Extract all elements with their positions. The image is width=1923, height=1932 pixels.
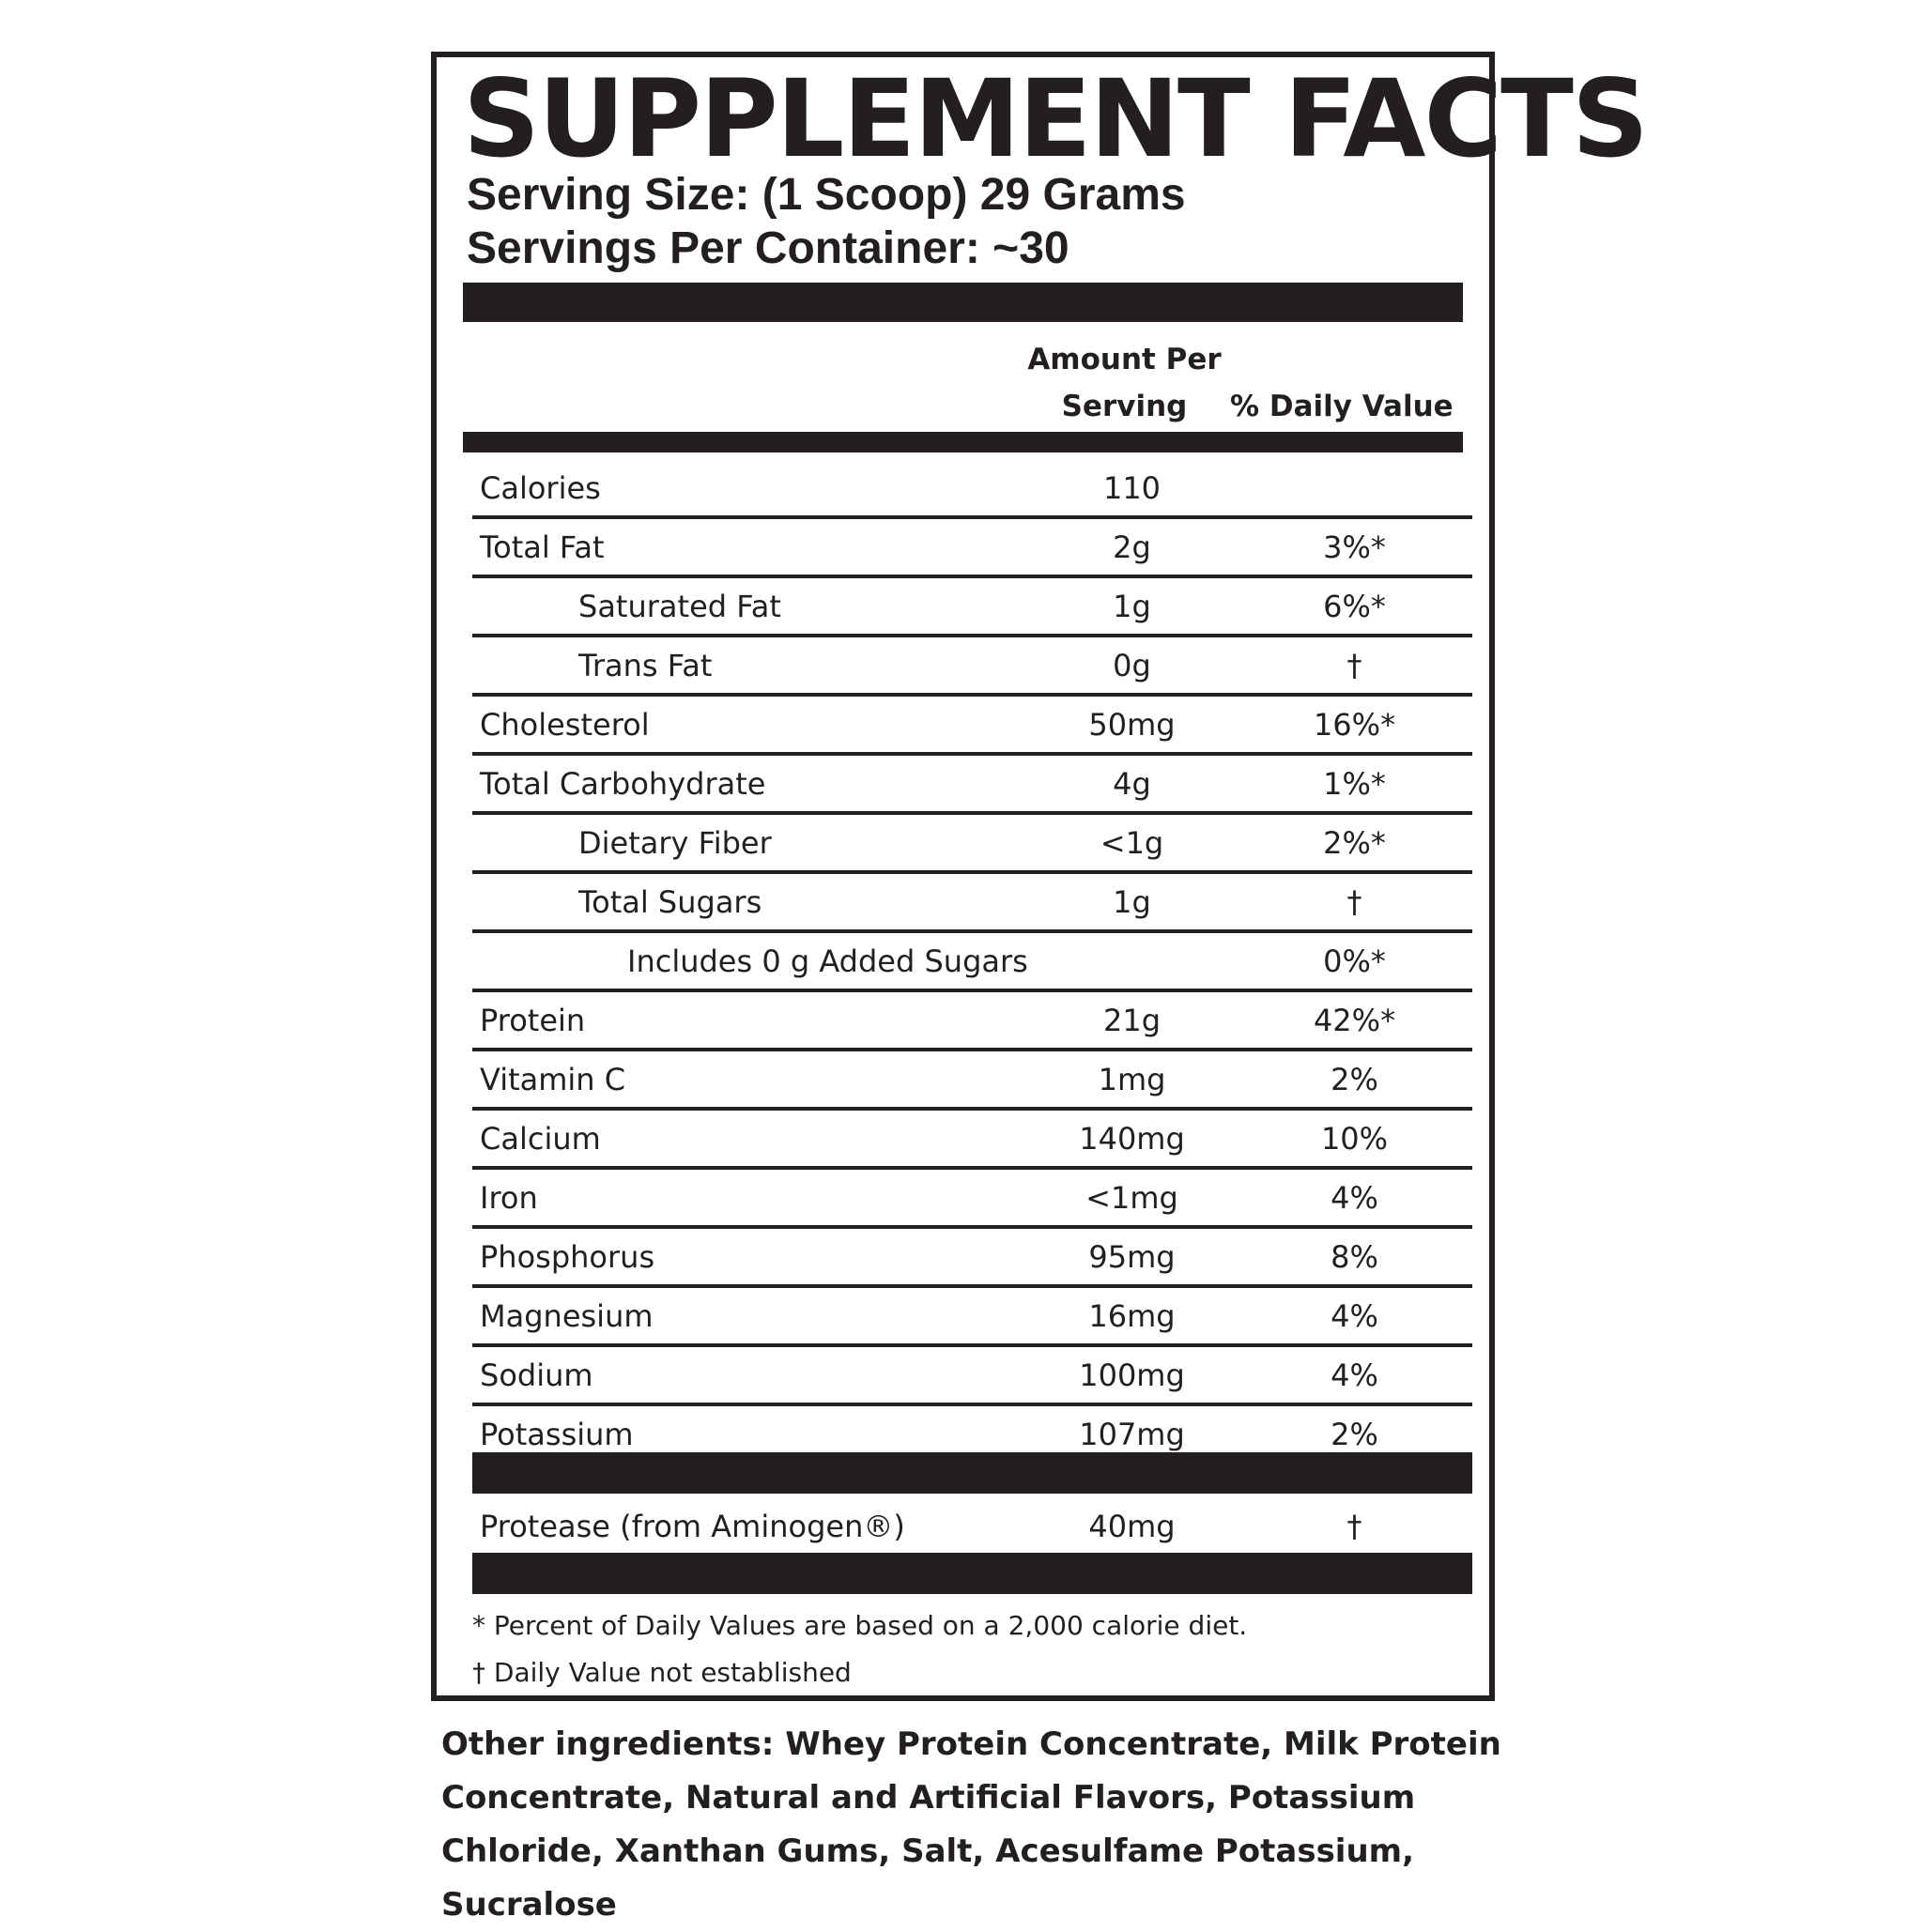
nutrient-amount: 1g (1113, 589, 1151, 624)
nutrient-name: Calcium (480, 1121, 601, 1157)
nutrient-name: Cholesterol (480, 707, 650, 743)
table-row (472, 815, 1472, 874)
nutrient-name: Sodium (480, 1357, 593, 1393)
table-row (472, 637, 1472, 697)
nutrient-name: Saturated Fat (578, 589, 781, 624)
nutrient-amount: 110 (1102, 470, 1161, 506)
table-row (472, 992, 1472, 1051)
thick-divider-header (463, 432, 1463, 452)
table-row (472, 1229, 1472, 1288)
nutrient-amount: 140mg (1079, 1121, 1185, 1157)
table-row (472, 519, 1472, 578)
nutrient-daily-value: 3%* (1323, 529, 1386, 565)
nutrient-daily-value: † (1346, 648, 1362, 683)
nutrient-name: Includes 0 g Added Sugars (627, 943, 1028, 979)
nutrient-daily-value: 0%* (1323, 943, 1386, 979)
nutrient-name: Magnesium (480, 1298, 654, 1334)
nutrient-name: Vitamin C (480, 1062, 626, 1097)
nutrient-name: Iron (480, 1180, 538, 1216)
nutrient-amount: <1g (1100, 825, 1164, 861)
table-row (472, 933, 1472, 992)
nutrient-daily-value: 4% (1331, 1357, 1378, 1393)
nutrient-amount: 50mg (1088, 707, 1176, 743)
table-row (472, 1347, 1472, 1406)
table-row (472, 460, 1472, 519)
table-row (472, 756, 1472, 815)
nutrient-name: Potassium (480, 1417, 634, 1452)
other-ingredients: Other ingredients: Whey Protein Concentrate, Milk Protein Concentrate, Natural and Artificial Flavors, Potassium Chloride, Xanthan Gums, Salt, Acesulfame Potassium, Sucralose (441, 1725, 1501, 1924)
table-row (472, 1288, 1472, 1347)
table-row (472, 1170, 1472, 1229)
nutrient-amount: 16mg (1088, 1298, 1176, 1334)
nutrient-amount: 2g (1113, 529, 1151, 565)
nutrient-name: Dietary Fiber (578, 825, 772, 861)
thick-divider-top (463, 283, 1463, 322)
nutrient-daily-value: 6%* (1323, 589, 1386, 624)
nutrient-amount: 1g (1113, 884, 1151, 920)
amount-per-header-line2: Serving (1061, 390, 1188, 423)
nutrient-name: Calories (480, 470, 601, 506)
nutrient-daily-value: 10% (1320, 1121, 1389, 1157)
footnote-dagger: † Daily Value not established (472, 1657, 852, 1688)
footnote-percent: * Percent of Daily Values are based on a 2,000 calorie diet. (472, 1610, 1248, 1641)
nutrient-name: Total Sugars (578, 884, 762, 920)
protease-daily-value: † (1346, 1509, 1362, 1544)
nutrient-table (472, 460, 1472, 1465)
nutrient-amount: <1mg (1085, 1180, 1178, 1216)
nutrient-daily-value: 1%* (1323, 766, 1386, 802)
table-row (472, 874, 1472, 933)
nutrient-amount: 21g (1102, 1003, 1161, 1038)
table-row (472, 1051, 1472, 1111)
servings-per-container: Servings Per Container: ~30 (467, 223, 1069, 273)
nutrient-daily-value: 2%* (1323, 825, 1386, 861)
table-row (472, 697, 1472, 756)
nutrient-amount: 1mg (1098, 1062, 1166, 1097)
nutrient-daily-value: † (1346, 884, 1362, 920)
panel-title: SUPPLEMENT FACTS (463, 56, 1648, 181)
nutrient-daily-value: 4% (1331, 1298, 1378, 1334)
serving-size: Serving Size: (1 Scoop) 29 Grams (467, 170, 1186, 220)
table-row (472, 578, 1472, 637)
nutrient-amount: 107mg (1079, 1417, 1185, 1452)
amount-per-header-line1: Amount Per (1027, 343, 1222, 376)
nutrient-amount: 4g (1113, 766, 1151, 802)
nutrient-amount: 0g (1113, 648, 1151, 683)
nutrient-name: Protein (480, 1003, 586, 1038)
nutrient-daily-value: 8% (1331, 1239, 1378, 1275)
nutrient-amount: 100mg (1079, 1357, 1185, 1393)
nutrient-name: Total Fat (480, 529, 605, 565)
protease-row (472, 1498, 1472, 1557)
nutrient-name: Trans Fat (578, 648, 713, 683)
protease-name: Protease (from Aminogen®) (480, 1509, 905, 1544)
nutrient-daily-value: 2% (1331, 1417, 1378, 1452)
table-row (472, 1111, 1472, 1170)
daily-value-header: % Daily Value (1230, 390, 1454, 423)
nutrient-daily-value: 42%* (1313, 1003, 1396, 1038)
thick-divider-bottom (472, 1553, 1472, 1594)
thick-divider-before-protease (472, 1452, 1472, 1494)
nutrient-daily-value: 16%* (1313, 707, 1396, 743)
nutrient-name: Total Carbohydrate (480, 766, 766, 802)
nutrient-daily-value: 2% (1331, 1062, 1378, 1097)
nutrient-amount: 95mg (1088, 1239, 1176, 1275)
nutrient-name: Phosphorus (480, 1239, 655, 1275)
protease-amount: 40mg (1088, 1509, 1176, 1544)
nutrient-daily-value: 4% (1331, 1180, 1378, 1216)
